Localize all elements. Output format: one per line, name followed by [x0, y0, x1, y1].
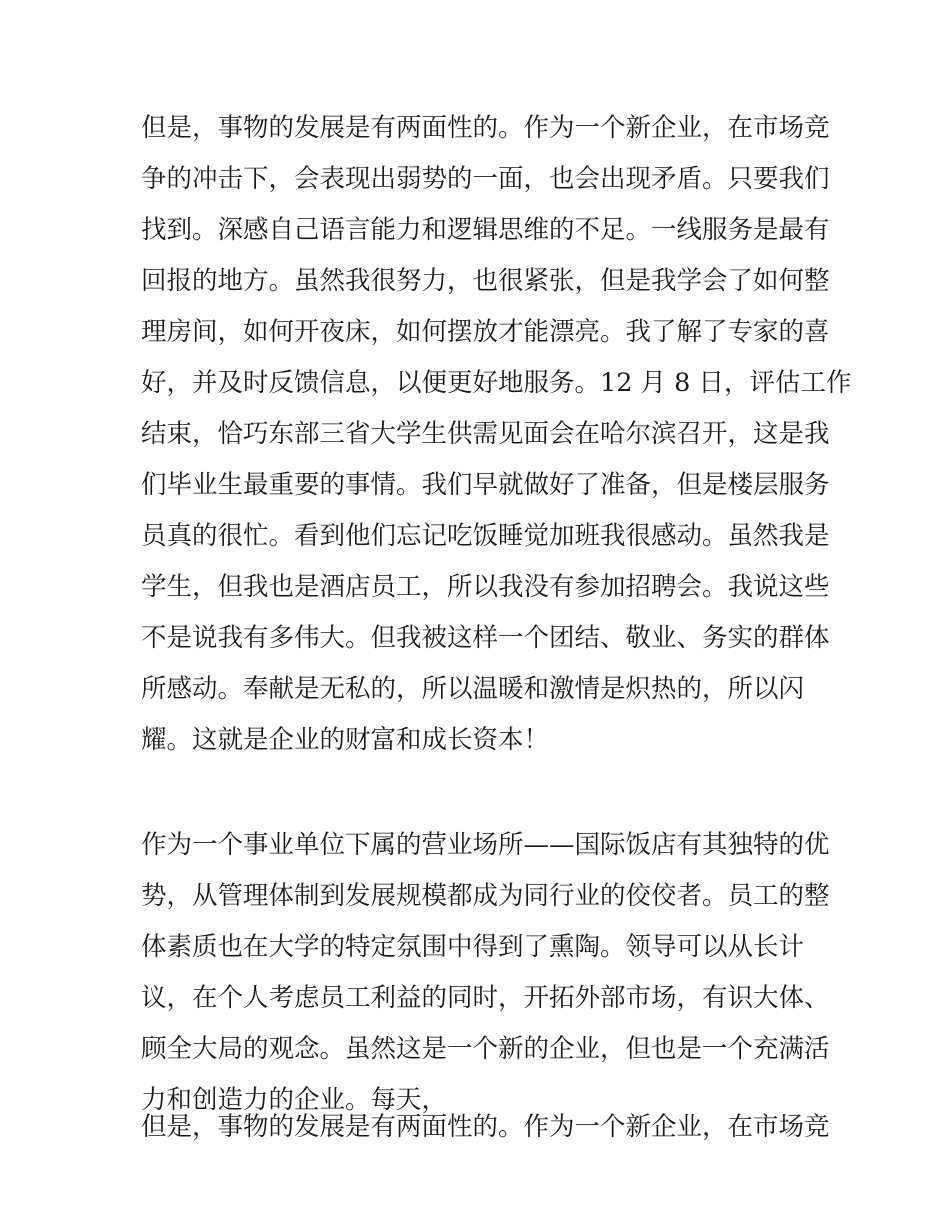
text-line: 议，在个人考虑员工利益的同时，开拓外部市场，有识大体、 [141, 983, 830, 1013]
text-line: 理房间，如何开夜床，如何摆放才能漂亮。我了解了专家的喜 [141, 317, 830, 347]
text-line: 好，并及时反馈信息，以便更好地服务。12 月 8 日，评估工作 [141, 368, 852, 398]
paragraph-3 [141, 1102, 830, 1153]
text-line: 但是，事物的发展是有两面性的。作为一个新企业，在市场竞 [141, 113, 830, 143]
text-line: 耀。这就是企业的财富和成长资本！ [141, 725, 550, 755]
text-line: 结束，恰巧东部三省大学生供需见面会在哈尔滨召开，这是我 [141, 419, 830, 449]
text-line: 势，从管理体制到发展规模都成为同行业的佼佼者。员工的整 [141, 881, 830, 911]
text-line: 但是，事物的发展是有两面性的。作为一个新企业，在市场竞 [141, 1112, 830, 1142]
text-line: 学生，但我也是酒店员工，所以我没有参加招聘会。我说这些 [141, 572, 830, 602]
text-line: 找到。深感自己语言能力和逻辑思维的不足。一线服务是最有 [141, 215, 830, 245]
text-line: 力和创造力的企业。每天， [141, 1085, 448, 1115]
text-line: 体素质也在大学的特定氛围中得到了熏陶。领导可以从长计 [141, 932, 805, 962]
text-line: 们毕业生最重要的事情。我们早就做好了准备，但是楼层服务 [141, 470, 830, 500]
text-line: 所感动。奉献是无私的，所以温暖和激情是炽热的，所以闪 [141, 674, 805, 704]
text-line: 顾全大局的观念。虽然这是一个新的企业，但也是一个充满活 [141, 1034, 830, 1064]
paragraph-2 [141, 820, 830, 1126]
text-line: 作为一个事业单位下属的营业场所——国际饭店有其独特的优 [141, 830, 830, 860]
text-line: 员真的很忙。看到他们忘记吃饭睡觉加班我很感动。虽然我是 [141, 521, 830, 551]
text-line: 争的冲击下，会表现出弱势的一面，也会出现矛盾。只要我们 [141, 164, 830, 194]
text-line: 回报的地方。虽然我很努力，也很紧张，但是我学会了如何整 [141, 266, 830, 296]
text-line: 不是说我有多伟大。但我被这样一个团结、敬业、务实的群体 [141, 623, 830, 653]
paragraph-1 [141, 103, 852, 766]
